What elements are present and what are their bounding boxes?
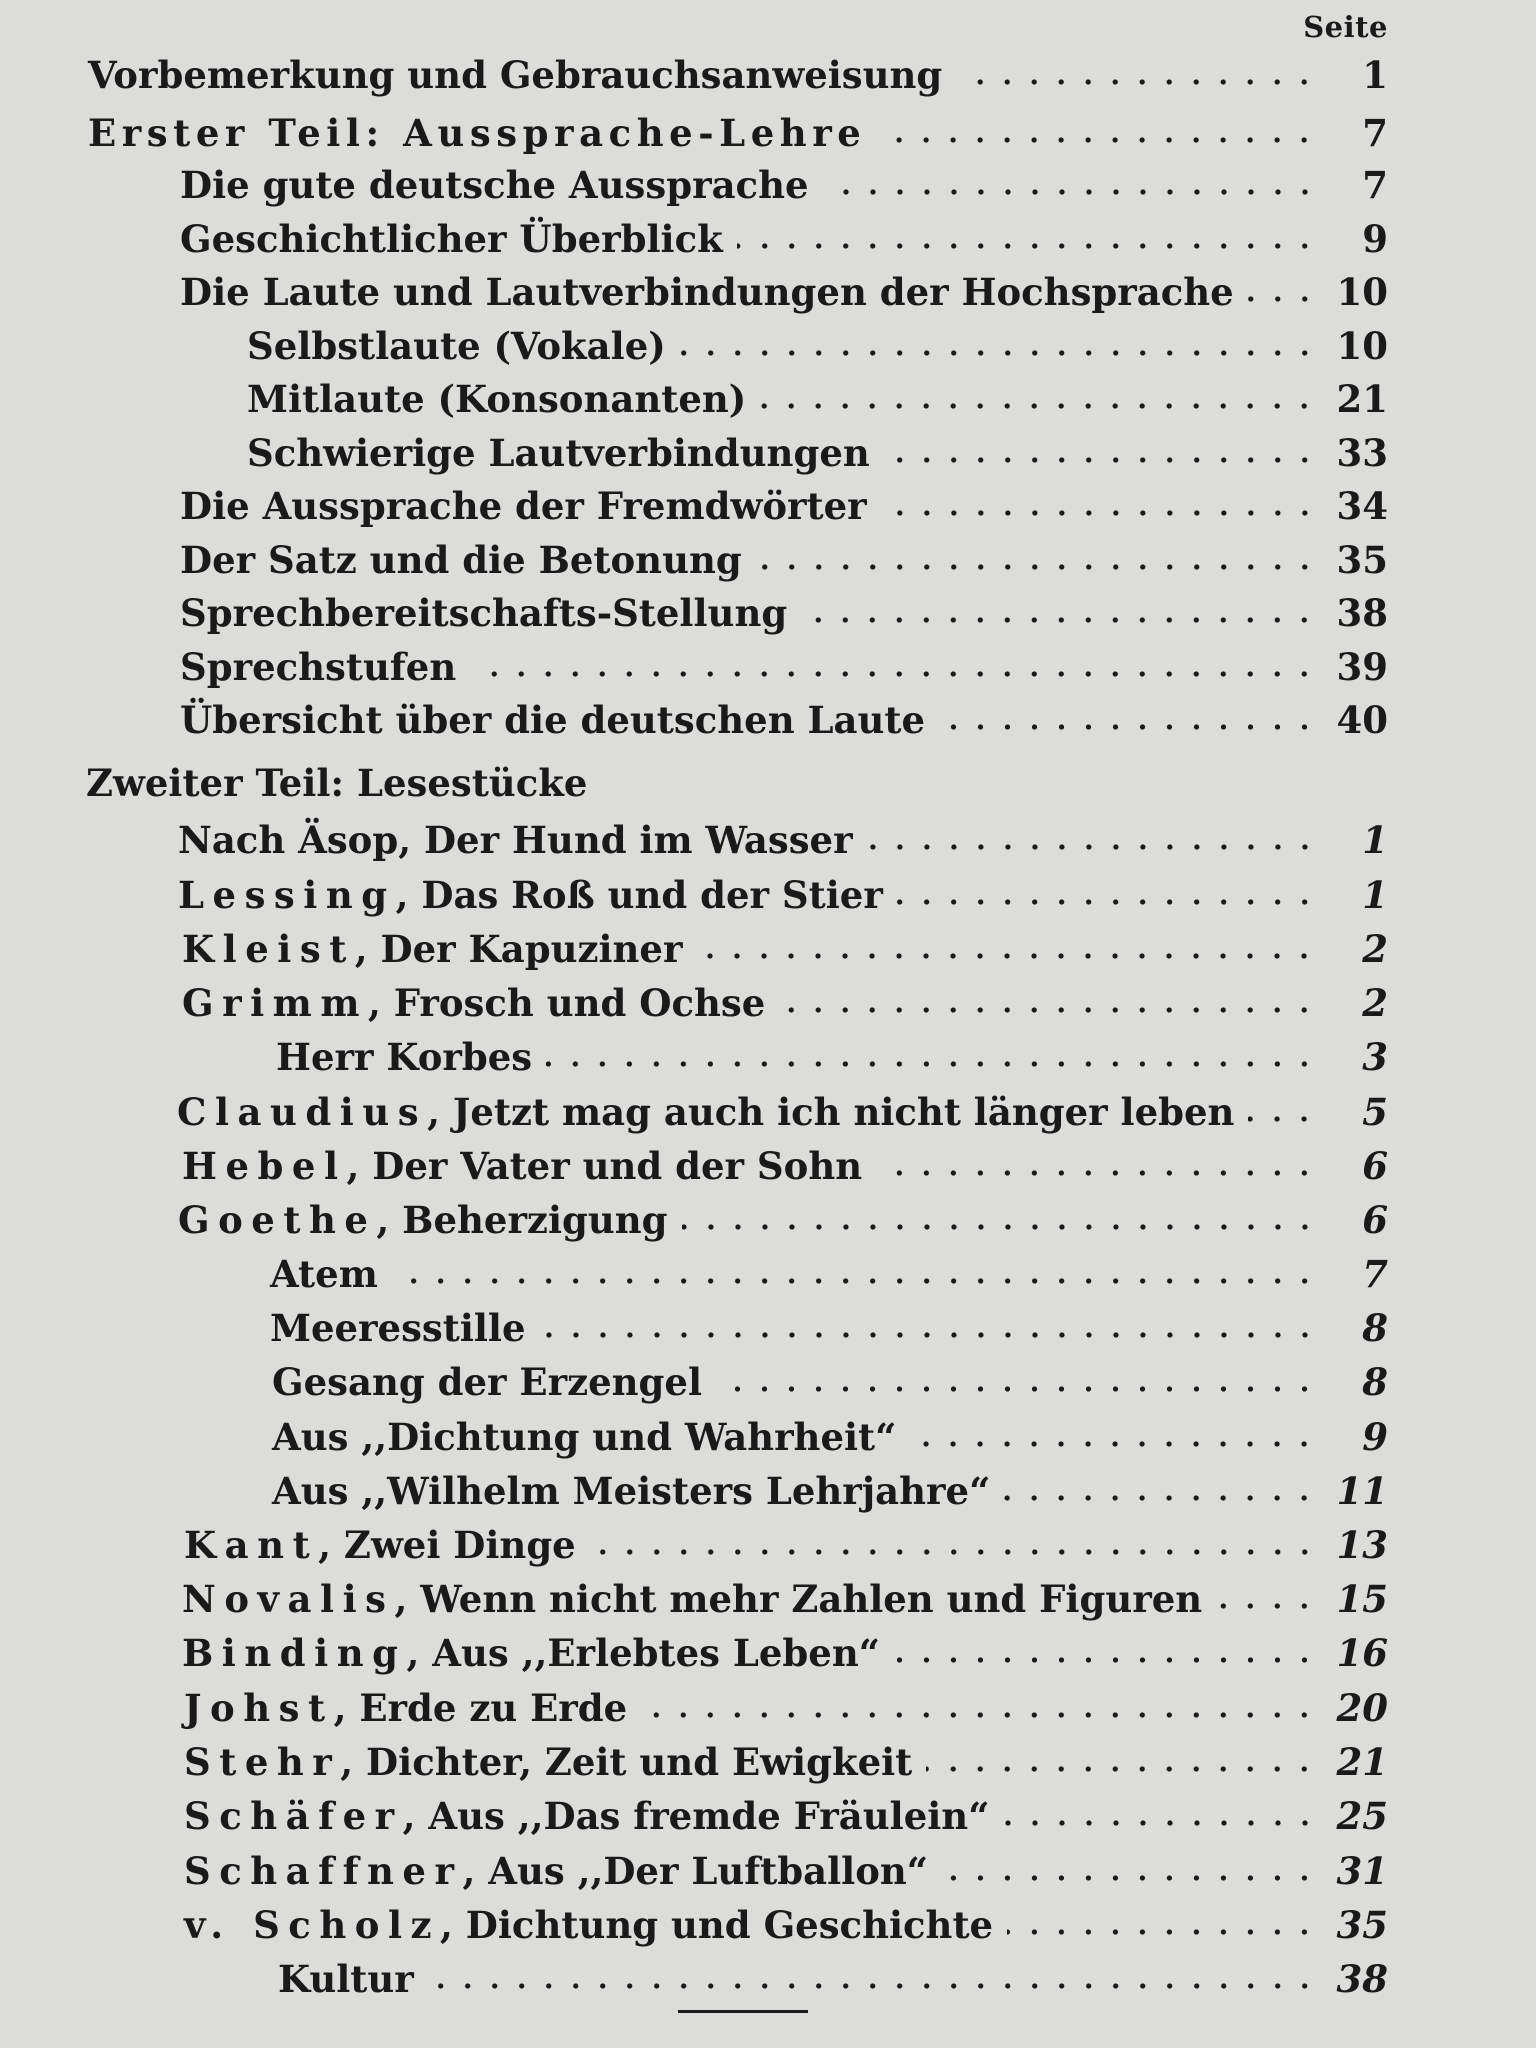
dot-leader (590, 1548, 1318, 1556)
entry-title (184, 1794, 990, 1838)
dot-leader (760, 402, 1318, 410)
dot-leader (1216, 1602, 1318, 1610)
page-number: 25 (1336, 1794, 1388, 1838)
entry-text: Atem (270, 1252, 378, 1296)
entry-text: Meeresstille (270, 1306, 526, 1350)
page-number: 16 (1336, 1631, 1388, 1675)
toc-entry (184, 1781, 1388, 1838)
page-number: 38 (1336, 591, 1388, 635)
entry-author: Hebel (182, 1144, 347, 1188)
entry-title (184, 1740, 913, 1784)
entry-title (88, 111, 867, 155)
entry-work: , Wenn nicht mehr Zahlen und Figuren (394, 1577, 1203, 1621)
dot-leader (1004, 1494, 1318, 1502)
entry-author: Novalis (182, 1577, 395, 1621)
entry-title (278, 1957, 414, 2001)
entry-title (180, 270, 1234, 314)
entry-title (184, 1686, 628, 1730)
dot-leader (716, 1385, 1318, 1393)
entry-text: Kultur (278, 1957, 414, 2001)
page-number: 21 (1336, 377, 1388, 421)
toc-entry (182, 1618, 1388, 1675)
dot-leader (876, 1169, 1318, 1177)
toc-entry (88, 40, 1388, 97)
entry-work: , Beherzigung (376, 1198, 668, 1242)
toc-entry (178, 860, 1388, 917)
toc-entry (182, 914, 1388, 971)
entry-text: Nach Äsop, Der Hund im Wasser (178, 818, 853, 862)
dot-leader (680, 349, 1318, 357)
page-number: 7 (1362, 1252, 1388, 1296)
entry-author: Stehr (184, 1740, 341, 1784)
entry-text: Erster Teil: Aussprache-Lehre (88, 111, 867, 155)
dot-leader (1248, 295, 1318, 303)
dot-leader (428, 1982, 1318, 1990)
dot-leader (470, 670, 1318, 678)
page-number: 34 (1336, 484, 1388, 528)
page-column-label: Seite (1303, 10, 1388, 44)
entry-title (182, 1577, 1203, 1621)
toc-entry (180, 471, 1388, 528)
page-number: 35 (1336, 538, 1388, 582)
entry-author: Kleist (182, 927, 355, 971)
entry-title (182, 1144, 863, 1188)
page-number: 13 (1336, 1523, 1388, 1567)
entry-title (180, 484, 867, 528)
entry-text: Mitlaute (Konsonanten) (247, 377, 747, 421)
entry-author: Grimm (182, 981, 368, 1025)
page-number: 40 (1336, 698, 1388, 742)
page-number: 8 (1362, 1306, 1388, 1350)
part-heading (88, 98, 1388, 155)
dot-leader (894, 1656, 1318, 1664)
entry-work: , Zwei Dinge (318, 1523, 576, 1567)
part-heading-text: Zweiter Teil: Lesestücke (86, 761, 588, 805)
toc-entry (270, 1239, 1388, 1296)
page-number: 1 (1362, 818, 1388, 862)
page-number: 33 (1336, 431, 1388, 475)
toc-entry (182, 1564, 1388, 1621)
page-number: 2 (1362, 981, 1388, 1025)
toc-entry (272, 1402, 1388, 1459)
toc-entry (276, 1022, 1388, 1079)
page-number: 8 (1362, 1360, 1388, 1404)
dot-leader (756, 563, 1318, 571)
entry-text: Schwierige Lautverbindungen (247, 431, 870, 475)
toc-entry (184, 1727, 1388, 1784)
entry-title (272, 1469, 991, 1513)
page-number: 3 (1362, 1035, 1388, 1079)
entry-text: Geschichtlicher Überblick (180, 217, 723, 261)
entry-title (178, 818, 853, 862)
dot-leader (897, 898, 1318, 906)
entry-title (182, 927, 683, 971)
dot-leader (881, 509, 1318, 517)
dot-leader (884, 456, 1318, 464)
dot-leader (880, 136, 1318, 144)
entry-title (247, 377, 747, 421)
toc-entry (182, 1131, 1388, 1188)
page-number: 31 (1336, 1849, 1388, 1893)
entry-title (272, 1360, 702, 1404)
dot-leader (823, 188, 1318, 196)
page-number: 9 (1362, 1415, 1388, 1459)
entry-text: Herr Korbes (276, 1035, 533, 1079)
toc-entry (184, 1890, 1388, 1947)
entry-title (180, 538, 742, 582)
dot-leader (641, 1711, 1318, 1719)
toc-entry (180, 525, 1388, 582)
dot-leader (737, 242, 1318, 250)
dot-leader (926, 1765, 1318, 1773)
toc-entry (184, 1836, 1388, 1893)
entry-text: Die Aussprache der Fremdwörter (180, 484, 867, 528)
dot-leader (801, 616, 1318, 624)
entry-work: , Jetzt mag auch ich nicht länger leben (427, 1090, 1235, 1134)
entry-title (182, 981, 766, 1025)
page-number: 11 (1336, 1469, 1388, 1513)
entry-author: Goethe (178, 1198, 377, 1242)
entry-title (88, 53, 943, 97)
entry-work: , Aus ,,Erlebtes Leben“ (406, 1631, 881, 1675)
part-heading (86, 748, 1388, 805)
dot-leader (942, 1874, 1318, 1882)
page-number: 1 (1362, 873, 1388, 917)
entry-work: , Der Kapuziner (354, 927, 683, 971)
entry-text: Selbstlaute (Vokale) (247, 324, 666, 368)
entry-title (247, 324, 666, 368)
page-number: 6 (1362, 1144, 1388, 1188)
page-number: 6 (1362, 1198, 1388, 1242)
page-number: 21 (1336, 1740, 1388, 1784)
dot-leader (939, 723, 1318, 731)
toc-entry (180, 204, 1388, 261)
entry-title (276, 1035, 533, 1079)
toc-entry (180, 578, 1388, 635)
toc-entry (180, 685, 1388, 742)
entry-text: Der Satz und die Betonung (180, 538, 742, 582)
page-number: 39 (1336, 645, 1388, 689)
toc-entry (178, 1185, 1388, 1242)
entry-text: Aus ,,Wilhelm Meisters Lehrjahre“ (272, 1469, 991, 1513)
entry-title (180, 698, 926, 742)
entry-title (180, 645, 457, 689)
entry-title (182, 1631, 881, 1675)
entry-work: , Dichtung und Geschichte (440, 1903, 994, 1947)
closing-rule (678, 2010, 808, 2013)
toc-entry (247, 364, 1388, 421)
dot-leader (956, 78, 1318, 86)
entry-text: Die gute deutsche Aussprache (180, 163, 809, 207)
page-number: 5 (1362, 1090, 1388, 1134)
entry-work: , Frosch und Ochse (368, 981, 766, 1025)
toc-entry (177, 1077, 1388, 1134)
page-number: 7 (1362, 111, 1388, 155)
entry-author: Johst (184, 1686, 334, 1730)
entry-author: Lessing (178, 873, 396, 917)
toc-entry (184, 1510, 1388, 1567)
dot-leader (1007, 1928, 1318, 1936)
entry-title (184, 1523, 576, 1567)
entry-text: Sprechbereitschafts-Stellung (180, 591, 788, 635)
page-number: 9 (1362, 217, 1388, 261)
entry-author: Kant (184, 1523, 319, 1567)
entry-title (180, 163, 809, 207)
dot-leader (540, 1331, 1318, 1339)
dot-leader (910, 1440, 1318, 1448)
entry-text: Die Laute und Lautverbindungen der Hochsprache (180, 270, 1234, 314)
entry-work: , Das Roß und der Stier (395, 873, 883, 917)
entry-title (184, 1903, 994, 1947)
entry-title (177, 1090, 1235, 1134)
entry-author: Schaffner (184, 1849, 463, 1893)
dot-leader (546, 1060, 1318, 1068)
dot-leader (696, 952, 1318, 960)
dot-leader (1248, 1115, 1318, 1123)
entry-work: , Dichter, Zeit und Ewigkeit (340, 1740, 913, 1784)
toc-entry (278, 1944, 1388, 2001)
page-number: 2 (1362, 927, 1388, 971)
dot-leader (867, 843, 1318, 851)
entry-title (272, 1415, 897, 1459)
entry-title (184, 1849, 929, 1893)
entry-author: Claudius (177, 1090, 428, 1134)
entry-work: , Der Vater und der Sohn (346, 1144, 863, 1188)
page-number: 20 (1336, 1686, 1388, 1730)
toc-entry (247, 311, 1388, 368)
toc-entry (182, 968, 1388, 1025)
dot-leader (682, 1223, 1318, 1231)
entry-text: Aus ,,Dichtung und Wahrheit“ (272, 1415, 897, 1459)
entry-text: Übersicht über die deutschen Laute (180, 698, 926, 742)
toc-entry (272, 1347, 1388, 1404)
page-number: 10 (1336, 270, 1388, 314)
dot-leader (1004, 1819, 1319, 1827)
dot-leader (779, 1006, 1318, 1014)
entry-title (180, 591, 788, 635)
entry-author: v. Scholz (184, 1903, 441, 1947)
entry-work: , Aus ,,Das fremde Fräulein“ (402, 1794, 990, 1838)
entry-author: Schäfer (184, 1794, 403, 1838)
page-number: 7 (1362, 163, 1388, 207)
entry-text: Gesang der Erzengel (272, 1360, 702, 1404)
toc-entry (180, 257, 1388, 314)
entry-text: Sprechstufen (180, 645, 457, 689)
page-number: 35 (1336, 1903, 1388, 1947)
toc-entry (180, 632, 1388, 689)
entry-title (180, 217, 723, 261)
page-number: 10 (1336, 324, 1388, 368)
toc-entry (180, 150, 1388, 207)
toc-entry (272, 1456, 1388, 1513)
dot-leader (392, 1277, 1318, 1285)
entry-text: Vorbemerkung und Gebrauchsanweisung (88, 53, 943, 97)
entry-title (178, 1198, 668, 1242)
toc-entry (247, 418, 1388, 475)
page-number: 1 (1362, 53, 1388, 97)
toc-entry (270, 1293, 1388, 1350)
entry-title (270, 1306, 526, 1350)
entry-work: , Aus ,,Der Luftballon“ (462, 1849, 929, 1893)
entry-work: , Erde zu Erde (333, 1686, 628, 1730)
entry-title (178, 873, 883, 917)
page-number: 38 (1336, 1957, 1388, 2001)
toc-entry (178, 805, 1388, 862)
entry-author: Binding (182, 1631, 407, 1675)
entry-title (270, 1252, 378, 1296)
page-number: 15 (1336, 1577, 1388, 1621)
entry-title (247, 431, 870, 475)
toc-entry (184, 1673, 1388, 1730)
